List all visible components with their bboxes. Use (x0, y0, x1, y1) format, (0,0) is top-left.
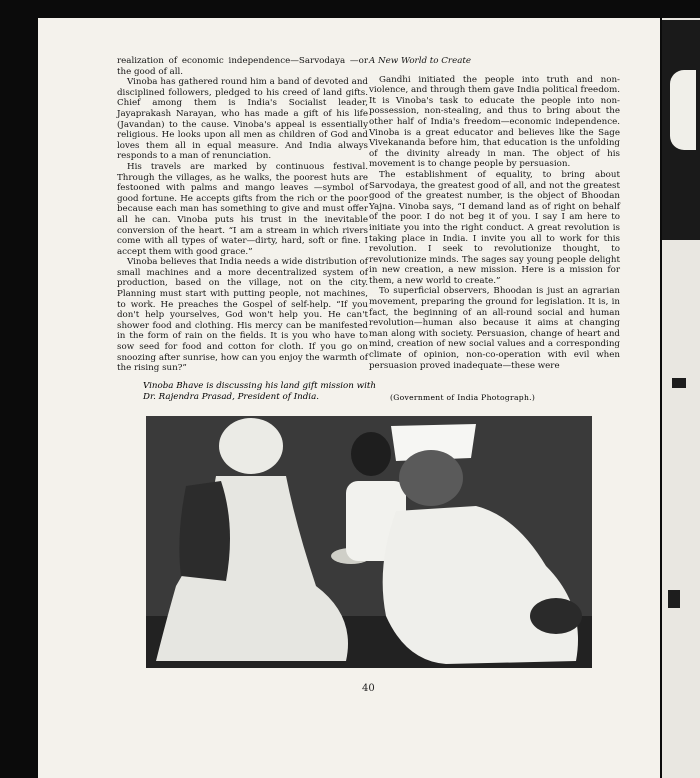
paragraph: His travels are marked by continuous festival. Through the villages, as he walks, the poorest huts are festooned with palms and mango leaves —symbol of good fortune. He accepts gifts from the rich or the poor because each man has something to give and must offer all he can. Vinoba puts his trust in the inevitable conversion of the heart. “I am a stream in which rivers come with all types of water—dirty, hard, soft or fine. I accept them with good grace.” (117, 161, 368, 257)
page-number: 40 (362, 683, 375, 694)
photo-illustration (146, 416, 592, 668)
paragraph: To superficial observers, Bhoodan is just an agrarian movement, preparing the ground for legislation. It is, in fact, the beginning of an all-round social and human revolution—human also because it aims at changing man along with society. Persuasion, change of heart and mind, creation of new social values and a corresponding climate of opinion, non-co-operation with evil when persuasion proved inadequate—these were (369, 286, 620, 371)
section-heading: A New World to Create (369, 56, 472, 66)
right-column (369, 56, 620, 371)
adjacent-page-mark (668, 590, 680, 608)
paragraph: Gandhi initiated the people into truth and non-violence, and through them gave India political freedom. It is Vinoba's task to educate the people into non-possession, non-stealing, and thus to bring about the other half of India's freedom—economic independence. Vinoba is a great educator and believes like the Sage Vivekananda before him, that education is the unfolding of the divinity already in man. The object of his movement is to change people by persuasion. (369, 74, 620, 170)
paragraph: realization of economic independence—Sarvodaya —or the good of all. (117, 56, 368, 77)
adjacent-page-photo (662, 20, 700, 240)
paragraph: Vinoba has gathered round him a band of devoted and disciplined followers, pledged to his creed of land gifts. Chief among them is India's Socialist leader, Jayaprakash Narayan, who has made a gift of his life (Javandan) to the cause. Vinoba's appeal is essentially religious. He looks upon all men as children of God and loves them all in equal measure. And India always responds to a man of renunciation. (117, 77, 368, 162)
adjacent-page-mark (672, 378, 686, 388)
left-column (117, 56, 368, 374)
photograph (146, 416, 592, 668)
photo-caption: Vinoba Bhave is discussing his land gift mission with Dr. Rajendra Prasad, President of India. (143, 381, 376, 402)
paragraph: Vinoba believes that India needs a wide distribution of small machines and a more decentralized system of production, based on the village, not on the city. Planning must start with putting people, not machines, to work. He preaches the Gospel of self-help. “If you don't help yourselves, God won't help you. He can't shower food and clothing. His mercy can be manifested in the form of rain on the fields. It is you who have to sow seed for food and cotton for cloth. If you go on snoozing after sunrise, how can you enjoy the warmth of the rising sun?” (117, 257, 368, 374)
photo-caption-block (143, 381, 583, 403)
photo-credit: (Government of India Photograph.) (390, 393, 536, 402)
paragraph: The establishment of equality, to bring about Sarvodaya, the greatest good of all, and not the greatest good of the greatest number, is the object of Bhoodan Yajna. Vinoba says, “I demand land as of right on behalf of the poor. I do not beg it of you. I say I am here to initiate you into the right conduct. A great revolution is taking place in India. I invite you all to work for this revolution. I seek to revolutionize thought, to revolutionize minds. The sages say young people delight in new creation, a new mission. Here is a mission for them, a new world to create.” (369, 169, 620, 286)
